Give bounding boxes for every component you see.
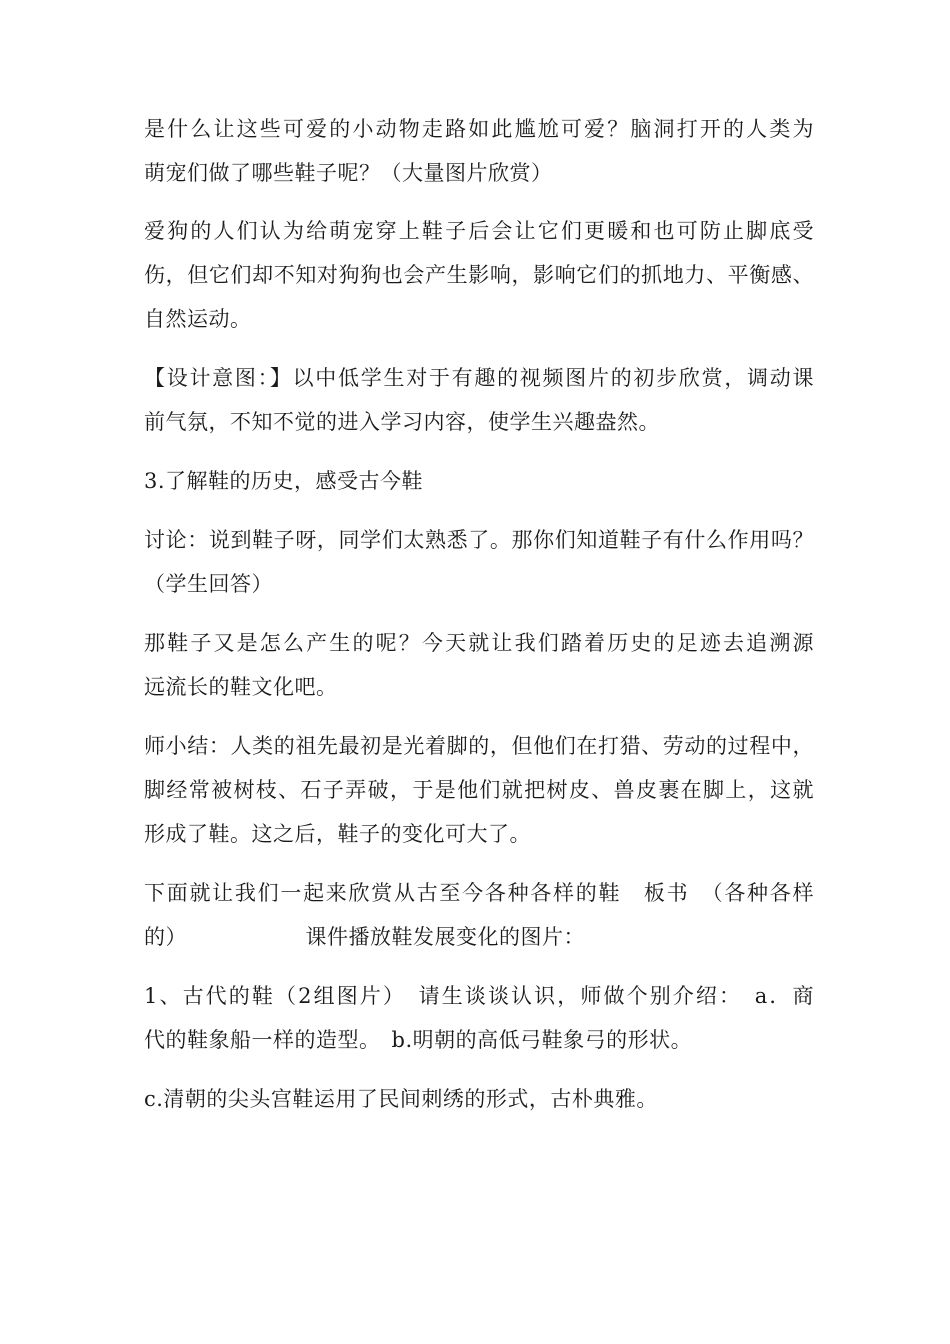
paragraph-teacher-summary	[144, 724, 814, 856]
text-line: 师小结：人类的祖先最初是光着脚的，但他们在打猎、劳动的过程中，	[144, 734, 814, 758]
text-line: 形成了鞋。这之后，鞋子的变化可大了。	[144, 822, 531, 846]
text-line: 代的鞋象船一样的造型。 b.明朝的高低弓鞋象弓的形状。	[144, 1028, 693, 1052]
text-line: 自然运动。	[144, 307, 252, 331]
text-line: 是什么让这些可爱的小动物走路如此尴尬可爱？脑洞打开的人类为	[144, 117, 814, 141]
text-line: （学生回答）	[144, 572, 273, 596]
text-line: 讨论：说到鞋子呀，同学们太熟悉了。那你们知道鞋子有什么作用吗？	[144, 528, 814, 552]
text-line: 伤，但它们却不知对狗狗也会产生影响，影响它们的抓地力、平衡感、	[144, 263, 814, 287]
paragraph-design-intent	[144, 356, 814, 444]
text-line: 脚经常被树枝、石子弄破，于是他们就把树皮、兽皮裹在脚上，这就	[144, 778, 814, 802]
paragraph-dog-shoes	[144, 209, 814, 341]
text-line: 3.了解鞋的历史，感受古今鞋	[144, 469, 424, 493]
paragraph-intro-question	[144, 107, 814, 195]
paragraph-appreciate-shoes	[144, 871, 814, 959]
text-line: 萌宠们做了哪些鞋子呢？（大量图片欣赏）	[144, 161, 553, 185]
section-heading	[144, 459, 814, 503]
paragraph-discussion	[144, 518, 814, 606]
paragraph-ancient-shoes	[144, 974, 814, 1062]
paragraph-origin-question	[144, 621, 814, 709]
text-line: 远流长的鞋文化吧。	[144, 675, 338, 699]
text-line: 下面就让我们一起来欣赏从古至今各种各样的鞋 板书 （各种各样	[144, 881, 814, 905]
text-line: 【设计意图：】以中低学生对于有趣的视频图片的初步欣赏，调动课	[144, 366, 814, 390]
text-line: 1、古代的鞋（2组图片） 请生谈谈认识，师做个别介绍： a．商	[144, 984, 814, 1008]
paragraph-qing-shoes	[144, 1077, 814, 1121]
text-line: 前气氛，不知不觉的进入学习内容，使学生兴趣盎然。	[144, 410, 660, 434]
text-line: 爱狗的人们认为给萌宠穿上鞋子后会让它们更暖和也可防止脚底受	[144, 219, 814, 243]
text-line: 那鞋子又是怎么产生的呢？今天就让我们踏着历史的足迹去追溯源	[144, 631, 814, 655]
text-line: c.清朝的尖头宫鞋运用了民间刺绣的形式，古朴典雅。	[144, 1087, 658, 1111]
text-line: 的） 课件播放鞋发展变化的图片：	[144, 925, 585, 949]
